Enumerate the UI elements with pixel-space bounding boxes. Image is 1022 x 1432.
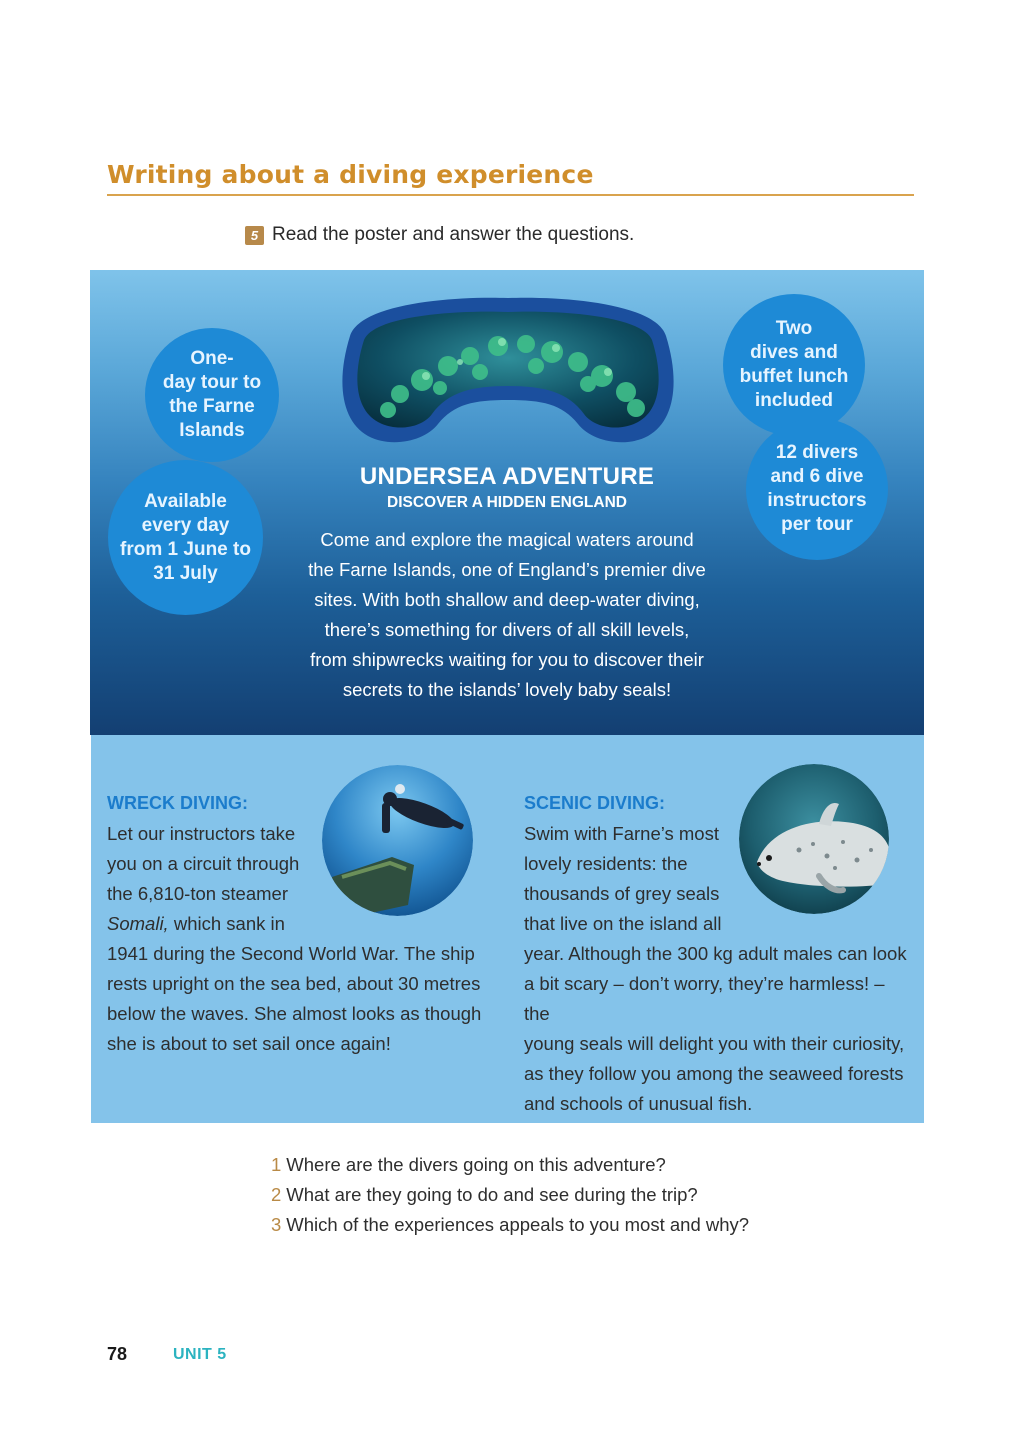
task-instruction-text: Read the poster and answer the questions. bbox=[272, 224, 635, 245]
poster-top bbox=[90, 270, 924, 735]
poster-heading: UNDERSEA ADVENTURE bbox=[359, 463, 655, 490]
info-bubble-group-size: 12 divers and 6 dive instructors per tour bbox=[746, 418, 888, 560]
question-list bbox=[271, 1150, 749, 1240]
question-item: 1 Where are the divers going on this adventure? bbox=[271, 1154, 666, 1175]
unit-label: UNIT 5 bbox=[173, 1346, 227, 1363]
poster-subheading: DISCOVER A HIDDEN ENGLAND bbox=[387, 494, 627, 511]
info-bubble-availability: Available every day from 1 June to 31 July bbox=[108, 460, 263, 615]
task-instruction bbox=[245, 224, 634, 246]
question-item: 2 What are they going to do and see during the trip? bbox=[271, 1184, 698, 1205]
title-rule bbox=[107, 194, 914, 196]
info-bubble-tour: One- day tour to the Farne Islands bbox=[145, 328, 279, 462]
info-bubble-dives: Two dives and buffet lunch included bbox=[723, 294, 865, 436]
ship-name: Somali, bbox=[107, 913, 169, 934]
page-number: 78 bbox=[107, 1344, 128, 1364]
section-title: Writing about a diving experience bbox=[107, 160, 594, 189]
wreck-diver-photo bbox=[322, 765, 473, 916]
task-number-badge: 5 bbox=[245, 226, 264, 245]
grey-seal-photo bbox=[739, 764, 889, 914]
wreck-diving-heading: WRECK DIVING: bbox=[107, 793, 248, 813]
question-item: 3 Which of the experiences appeals to you most and why? bbox=[271, 1214, 750, 1235]
scenic-diving-text: Swim with Farne’s most lovely residents: the thousands of grey seals that live on the island all year. Although the 300 kg adult males can look a bit scary – don’t worry, they’re harmless! – the young seals will delight you with their curiosity, as they follow you among the seaweed forests and schools of unusual fish. bbox=[524, 823, 907, 1114]
poster-body: Come and explore the magical waters around the Farne Islands, one of England’s premier dive sites. With both shallow and deep-water diving, there’s something for divers of all skill levels, from shipwrecks waiting for you to discover their secrets to the islands’ lovely baby seals! bbox=[308, 529, 706, 700]
wreck-diving-text: Let our instructors take you on a circuit through the 6,810-ton steamer Somali, which sank in 1941 during the Second World War. The ship rests upright on the sea bed, about 30 metres below the waves. She almost looks as though she is about to set sail once again! bbox=[107, 823, 482, 1054]
scenic-diving-heading: SCENIC DIVING: bbox=[524, 793, 666, 813]
dive-mask-image bbox=[330, 296, 686, 458]
